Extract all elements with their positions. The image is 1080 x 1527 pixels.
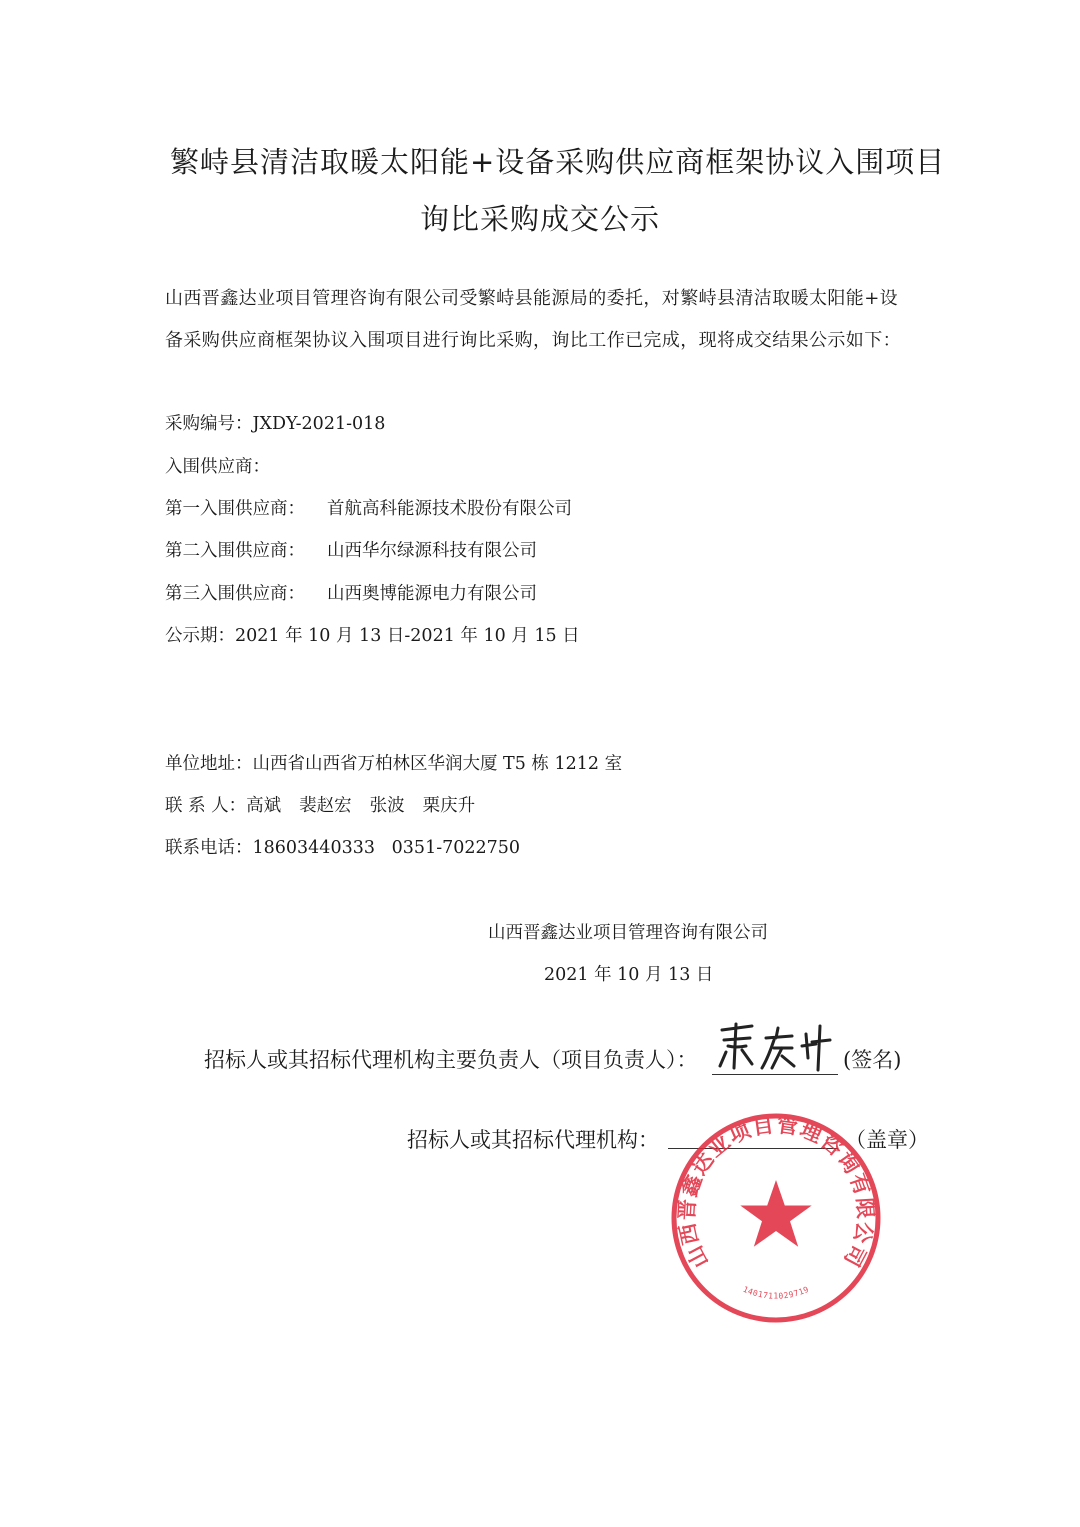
phone-value: 18603440333 0351-7022750 [252,838,521,858]
signature-line [712,1018,838,1075]
footer-company: 山西晋鑫达业项目管理咨询有限公司 [488,923,768,943]
notice-period [165,622,580,647]
address-value: 山西省山西省万柏林区华润大厦 T5 栋 1212 室 [252,754,623,774]
supplier-item [165,495,572,520]
seal-star-icon [740,1180,811,1247]
seal-number: 1401711029719 [741,1284,811,1301]
document-title-line-2: 询比采购成交公示 [419,202,660,236]
supplier-label: 第三入围供应商： [165,584,305,604]
intro-line-2: 备采购供应商框架协议入围项目进行询比采购，询比工作已完成，现将成交结果公示如下： [165,330,901,351]
seal-suffix: （盖章） [845,1128,929,1152]
notice-period-label: 公示期： [165,626,235,646]
contact-phone [165,834,520,859]
supplier-name: 山西华尔绿源科技有限公司 [327,541,537,561]
contact-person: 张波 [369,796,405,816]
company-seal [668,1110,884,1326]
address [165,750,622,775]
supplier-name: 山西奥博能源电力有限公司 [327,584,537,604]
signature-label: 招标人或其招标代理机构主要负责人（项目负责人）： [204,1048,698,1072]
signature-suffix: (签名) [843,1048,902,1072]
supplier-item [165,580,537,605]
procurement-number-value: JXDY-2021-018 [252,414,386,434]
handwritten-signature [712,1018,838,1074]
suppliers-heading: 入围供应商： [165,457,270,477]
seal-company-name: 山西晋鑫达业项目管理咨询有限公司 [674,1112,878,1272]
notice-period-value: 2021 年 10 月 13 日-2021 年 10 月 15 日 [235,626,580,646]
seal-number-text [742,1285,811,1301]
seal-graphic [668,1110,884,1326]
contact-persons [165,792,475,817]
supplier-item [165,537,537,562]
contact-persons-label: 联 系 人： [165,796,247,816]
procurement-number [165,410,385,435]
supplier-label: 第一入围供应商： [165,499,305,519]
document-title-line-1: 繁峙县清洁取暖太阳能+设备采购供应商框架协议入围项目 [170,145,946,179]
supplier-label: 第二入围供应商： [165,541,305,561]
contact-person: 高斌 [246,796,282,816]
procurement-number-label: 采购编号： [165,414,253,434]
intro-line-1: 山西晋鑫达业项目管理咨询有限公司受繁峙县能源局的委托，对繁峙县清洁取暖太阳能+设 [165,288,899,309]
contact-person: 栗庆升 [422,796,476,816]
contact-person: 裴赵宏 [299,796,352,816]
seal-label: 招标人或其招标代理机构： [407,1128,659,1152]
supplier-name: 首航高科能源技术股份有限公司 [327,499,572,519]
address-label: 单位地址： [165,754,253,774]
footer-date: 2021 年 10 月 13 日 [544,965,714,985]
phone-label: 联系电话： [165,838,253,858]
